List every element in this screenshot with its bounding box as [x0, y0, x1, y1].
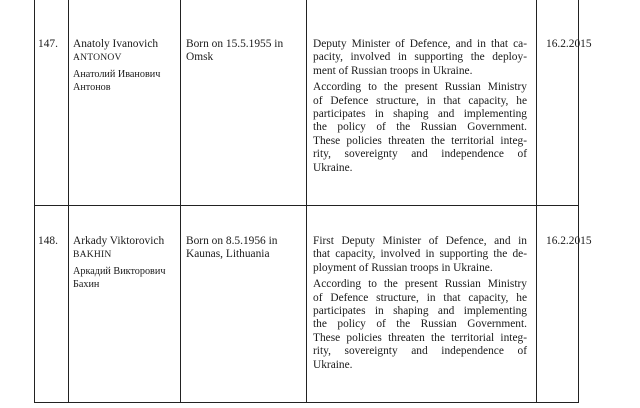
text-line: rity, sovereignty and independence of — [313, 345, 527, 358]
text-line: the policy of the Russian Government. — [313, 318, 527, 331]
name-cyrillic: Анатолий Иванович — [73, 68, 161, 80]
column-divider-name — [68, 0, 69, 403]
reasons-cell — [313, 38, 527, 178]
reasons-paragraph — [313, 81, 527, 175]
column-divider-reasons — [306, 0, 307, 403]
identifying-info-cell — [186, 38, 304, 65]
text-line: These policies threaten the territorial integ- — [313, 331, 527, 344]
entry-number: 148. — [38, 235, 58, 247]
name-latin: Anatoly Ivanovich — [73, 38, 159, 50]
text-line: According to the present Russian Ministry — [313, 278, 527, 291]
reasons-cell — [313, 235, 527, 375]
text-line: rity, sovereignty and independence of — [313, 148, 527, 161]
surname-latin: ANTONOV — [73, 52, 122, 64]
text-line: of Defence structure, in that capacity, he — [313, 94, 527, 107]
text-line: of Defence structure, in that capacity, he — [313, 291, 527, 304]
column-divider-info — [180, 0, 181, 403]
name-cell — [73, 235, 179, 292]
column-divider-date — [536, 0, 537, 403]
text-line: participates in shaping and implementing — [313, 305, 527, 318]
name-cyrillic: Аркадий Викторович — [73, 265, 166, 277]
identifying-info-line: Born on 8.5.1956 in — [186, 235, 278, 247]
text-line: participates in shaping and implementing — [313, 108, 527, 121]
text-line: pacity, involved in supporting the deploy- — [313, 51, 527, 64]
surname-cyrillic: Бахин — [73, 279, 100, 291]
name-latin: Arkady Viktorovich — [73, 235, 165, 247]
entry-number: 147. — [38, 38, 58, 50]
text-line: First Deputy Minister of Defence, and in — [313, 235, 527, 247]
reasons-paragraph — [313, 278, 527, 372]
text-line: the policy of the Russian Government. — [313, 121, 527, 134]
text-line: According to the present Russian Ministry — [313, 81, 527, 94]
identifying-info-line: Born on 15.5.1955 in — [186, 38, 284, 50]
table-bottom-border — [34, 402, 579, 403]
surname-cyrillic: Антонов — [73, 82, 111, 94]
name-cell — [73, 38, 179, 95]
text-line: ployment of Russian troops in Ukraine. — [313, 261, 493, 274]
surname-latin: BAKHIN — [73, 249, 112, 261]
text-line: Ukraine. — [313, 358, 353, 371]
reasons-paragraph — [313, 38, 527, 78]
listing-date: 16.2.2015 — [546, 235, 592, 247]
text-line: ment of Russian troops in Ukraine. — [313, 64, 473, 77]
text-line: Deputy Minister of Defence, and in that ca- — [313, 38, 527, 50]
identifying-info-line: Omsk — [186, 51, 214, 64]
text-line: These policies threaten the territorial integ- — [313, 134, 527, 147]
table-border-right — [578, 0, 579, 403]
listing-date: 16.2.2015 — [546, 38, 592, 50]
row-divider — [34, 205, 579, 206]
text-line: Ukraine. — [313, 161, 353, 174]
table-border-left — [34, 0, 35, 403]
identifying-info-line: Kaunas, Lithuania — [186, 248, 270, 261]
text-line: that capacity, involved in supporting the de- — [313, 248, 527, 261]
identifying-info-cell — [186, 235, 304, 262]
reasons-paragraph — [313, 235, 527, 275]
